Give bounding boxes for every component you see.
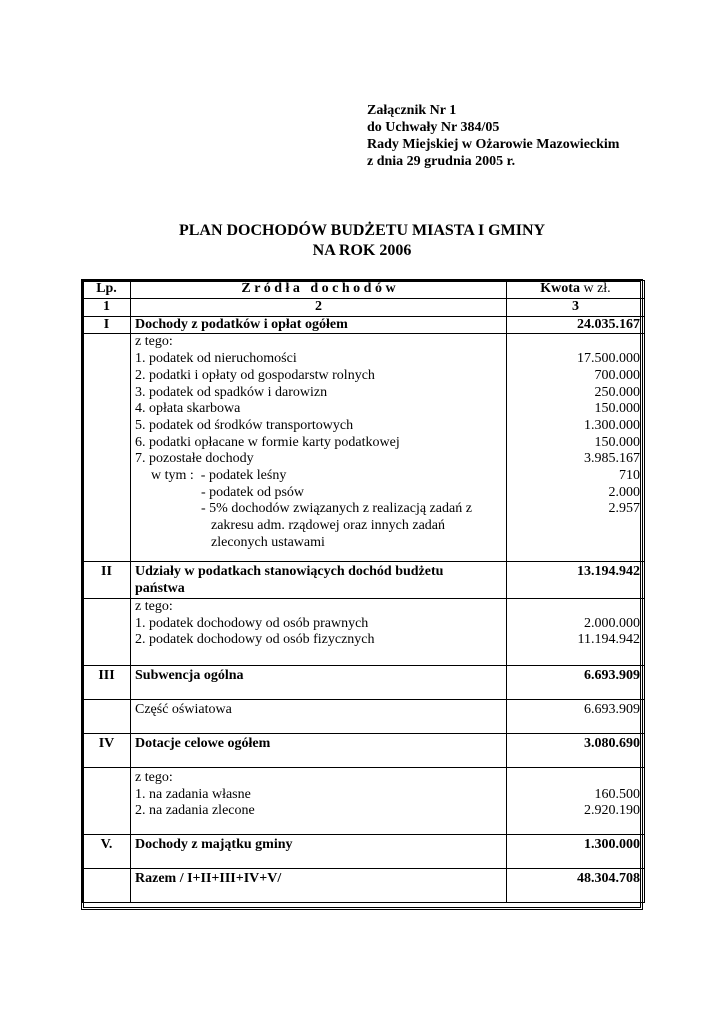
section-3-total: 6.693.909: [507, 665, 645, 699]
section-1-label: Dochody z podatków i opłat ogółem: [131, 316, 507, 334]
section-1-total: 24.035.167: [507, 316, 645, 334]
list-value: 160.500: [594, 786, 640, 802]
section-2-detail-row: [83, 598, 645, 665]
section-1-detail-labels: [131, 334, 507, 562]
list-value: 3.985.167: [584, 451, 640, 467]
section-4-detail-labels: [131, 767, 507, 834]
section-2-row: [83, 562, 645, 598]
section-1-detail-lp: [83, 334, 131, 562]
section-2-detail-labels: [131, 598, 507, 665]
annex-line-4: z dnia 29 grudnia 2005 r.: [367, 154, 516, 169]
list-value: 150.000: [594, 434, 640, 450]
annex-line-3: Rady Miejskiej w Ożarowie Mazowieckim: [367, 137, 620, 152]
list-item: 1. podatek od nieruchomości: [135, 351, 297, 367]
sub-item-3-line-3: zleconych ustawami: [211, 534, 325, 550]
section-5-label: Dochody z majątku gminy: [131, 834, 507, 868]
section-3-row: [83, 665, 645, 699]
list-value: 2.920.190: [584, 803, 640, 819]
header-amount-unit: w zł.: [579, 281, 611, 296]
title-line-2: NA ROK 2006: [312, 242, 412, 259]
section-5-lp: V.: [83, 834, 131, 868]
section-2-label: [131, 562, 507, 598]
sub-item-row: [135, 468, 502, 485]
section-2-lp: II: [83, 562, 131, 598]
col-number-3: 3: [507, 299, 645, 317]
list-value: 11.194.942: [577, 632, 640, 648]
section-3-lp: III: [83, 665, 131, 699]
section-4-total: 3.080.690: [507, 733, 645, 767]
list-item: 6. podatki opłacane w formie karty podatkowej: [135, 434, 400, 450]
list-item: 2. podatek dochodowy od osób fizycznych: [135, 632, 375, 648]
section-3-detail-lp: [83, 699, 131, 733]
list-value: 1.300.000: [584, 417, 640, 433]
section-4-detail-values: [507, 767, 645, 834]
section-4-label: Dotacje celowe ogółem: [131, 733, 507, 767]
page-title: [0, 221, 724, 261]
section-5-row: [83, 834, 645, 868]
section-2-intro: z tego:: [135, 598, 173, 614]
section-1-detail-values: [507, 334, 645, 562]
list-item: 2. podatki i opłaty od gospodarstw rolnych: [135, 367, 375, 383]
list-item: 1. podatek dochodowy od osób prawnych: [135, 615, 369, 631]
section-4-intro: z tego:: [135, 769, 173, 785]
section-1-detail-row: [83, 334, 645, 562]
section-3-sub-value: 6.693.909: [507, 699, 645, 733]
annex-line-2: do Uchwały Nr 384/05: [367, 120, 500, 135]
section-4-detail-lp: [83, 767, 131, 834]
section-2-total: 13.194.942: [507, 562, 645, 598]
grand-total-row: [83, 868, 645, 902]
list-value: 17.500.000: [577, 351, 640, 367]
budget-table: [82, 280, 645, 903]
section-2-detail-values: [507, 598, 645, 665]
list-value: 2.000.000: [584, 615, 640, 631]
list-item: 5. podatek od środków transportowych: [135, 417, 354, 433]
budget-table-frame: [81, 279, 643, 910]
list-item: 7. pozostałe dochody: [135, 451, 254, 467]
grand-total-value: 48.304.708: [507, 868, 645, 902]
sub-value-3: 2.957: [608, 501, 640, 517]
section-5-total: 1.300.000: [507, 834, 645, 868]
section-2-detail-lp: [83, 598, 131, 665]
section-1-intro: z tego:: [135, 334, 173, 350]
section-2-label-line-1: Udziały w podatkach stanowiących dochód budżetu: [135, 564, 444, 580]
list-item: 2. na zadania zlecone: [135, 803, 255, 819]
grand-total-lp: [83, 868, 131, 902]
section-3-detail-row: [83, 699, 645, 733]
section-3-label: Subwencja ogólna: [131, 665, 507, 699]
sub-item-1: - podatek leśny: [200, 468, 287, 484]
section-4-lp: IV: [83, 733, 131, 767]
sub-item-2: - podatek od psów: [201, 484, 305, 500]
header-lp: Lp.: [83, 281, 131, 299]
section-2-label-line-2: państwa: [135, 581, 185, 597]
sub-item-3-line-2: zakresu adm. rządowej oraz innych zadań: [211, 518, 445, 534]
sub-item-3-line-1: - 5% dochodów związanych z realizacją zadań z: [201, 501, 472, 517]
col-number-1: 1: [83, 299, 131, 317]
grand-total-label: Razem / I+II+III+IV+V/: [131, 868, 507, 902]
section-1-row: [83, 316, 645, 334]
list-value: 250.000: [594, 384, 640, 400]
list-value: 150.000: [594, 401, 640, 417]
sub-prefix: w tym :: [151, 468, 194, 484]
header-amount-label: Kwota: [540, 281, 580, 296]
annex-line-1: Załącznik Nr 1: [367, 103, 457, 118]
title-line-1: PLAN DOCHODÓW BUDŻETU MIASTA I GMINY: [178, 222, 546, 239]
annex-header: [367, 102, 619, 170]
sub-value-1: 710: [619, 468, 640, 484]
section-4-row: [83, 733, 645, 767]
section-3-sub-label: Część oświatowa: [131, 699, 507, 733]
section-1-lp: I: [83, 316, 131, 334]
col-number-2: 2: [131, 299, 507, 317]
list-value: 700.000: [594, 367, 640, 383]
column-number-row: [83, 299, 645, 317]
header-amount: [507, 281, 645, 299]
header-source: Ź r ó d ł a d o c h o d ó w: [131, 281, 507, 299]
list-item: 4. opłata skarbowa: [135, 401, 241, 417]
section-4-detail-row: [83, 767, 645, 834]
list-item: 3. podatek od spadków i darowizn: [135, 384, 328, 400]
table-header-row: [83, 281, 645, 299]
list-item: 1. na zadania własne: [135, 786, 251, 802]
sub-value-2: 2.000: [608, 484, 640, 500]
